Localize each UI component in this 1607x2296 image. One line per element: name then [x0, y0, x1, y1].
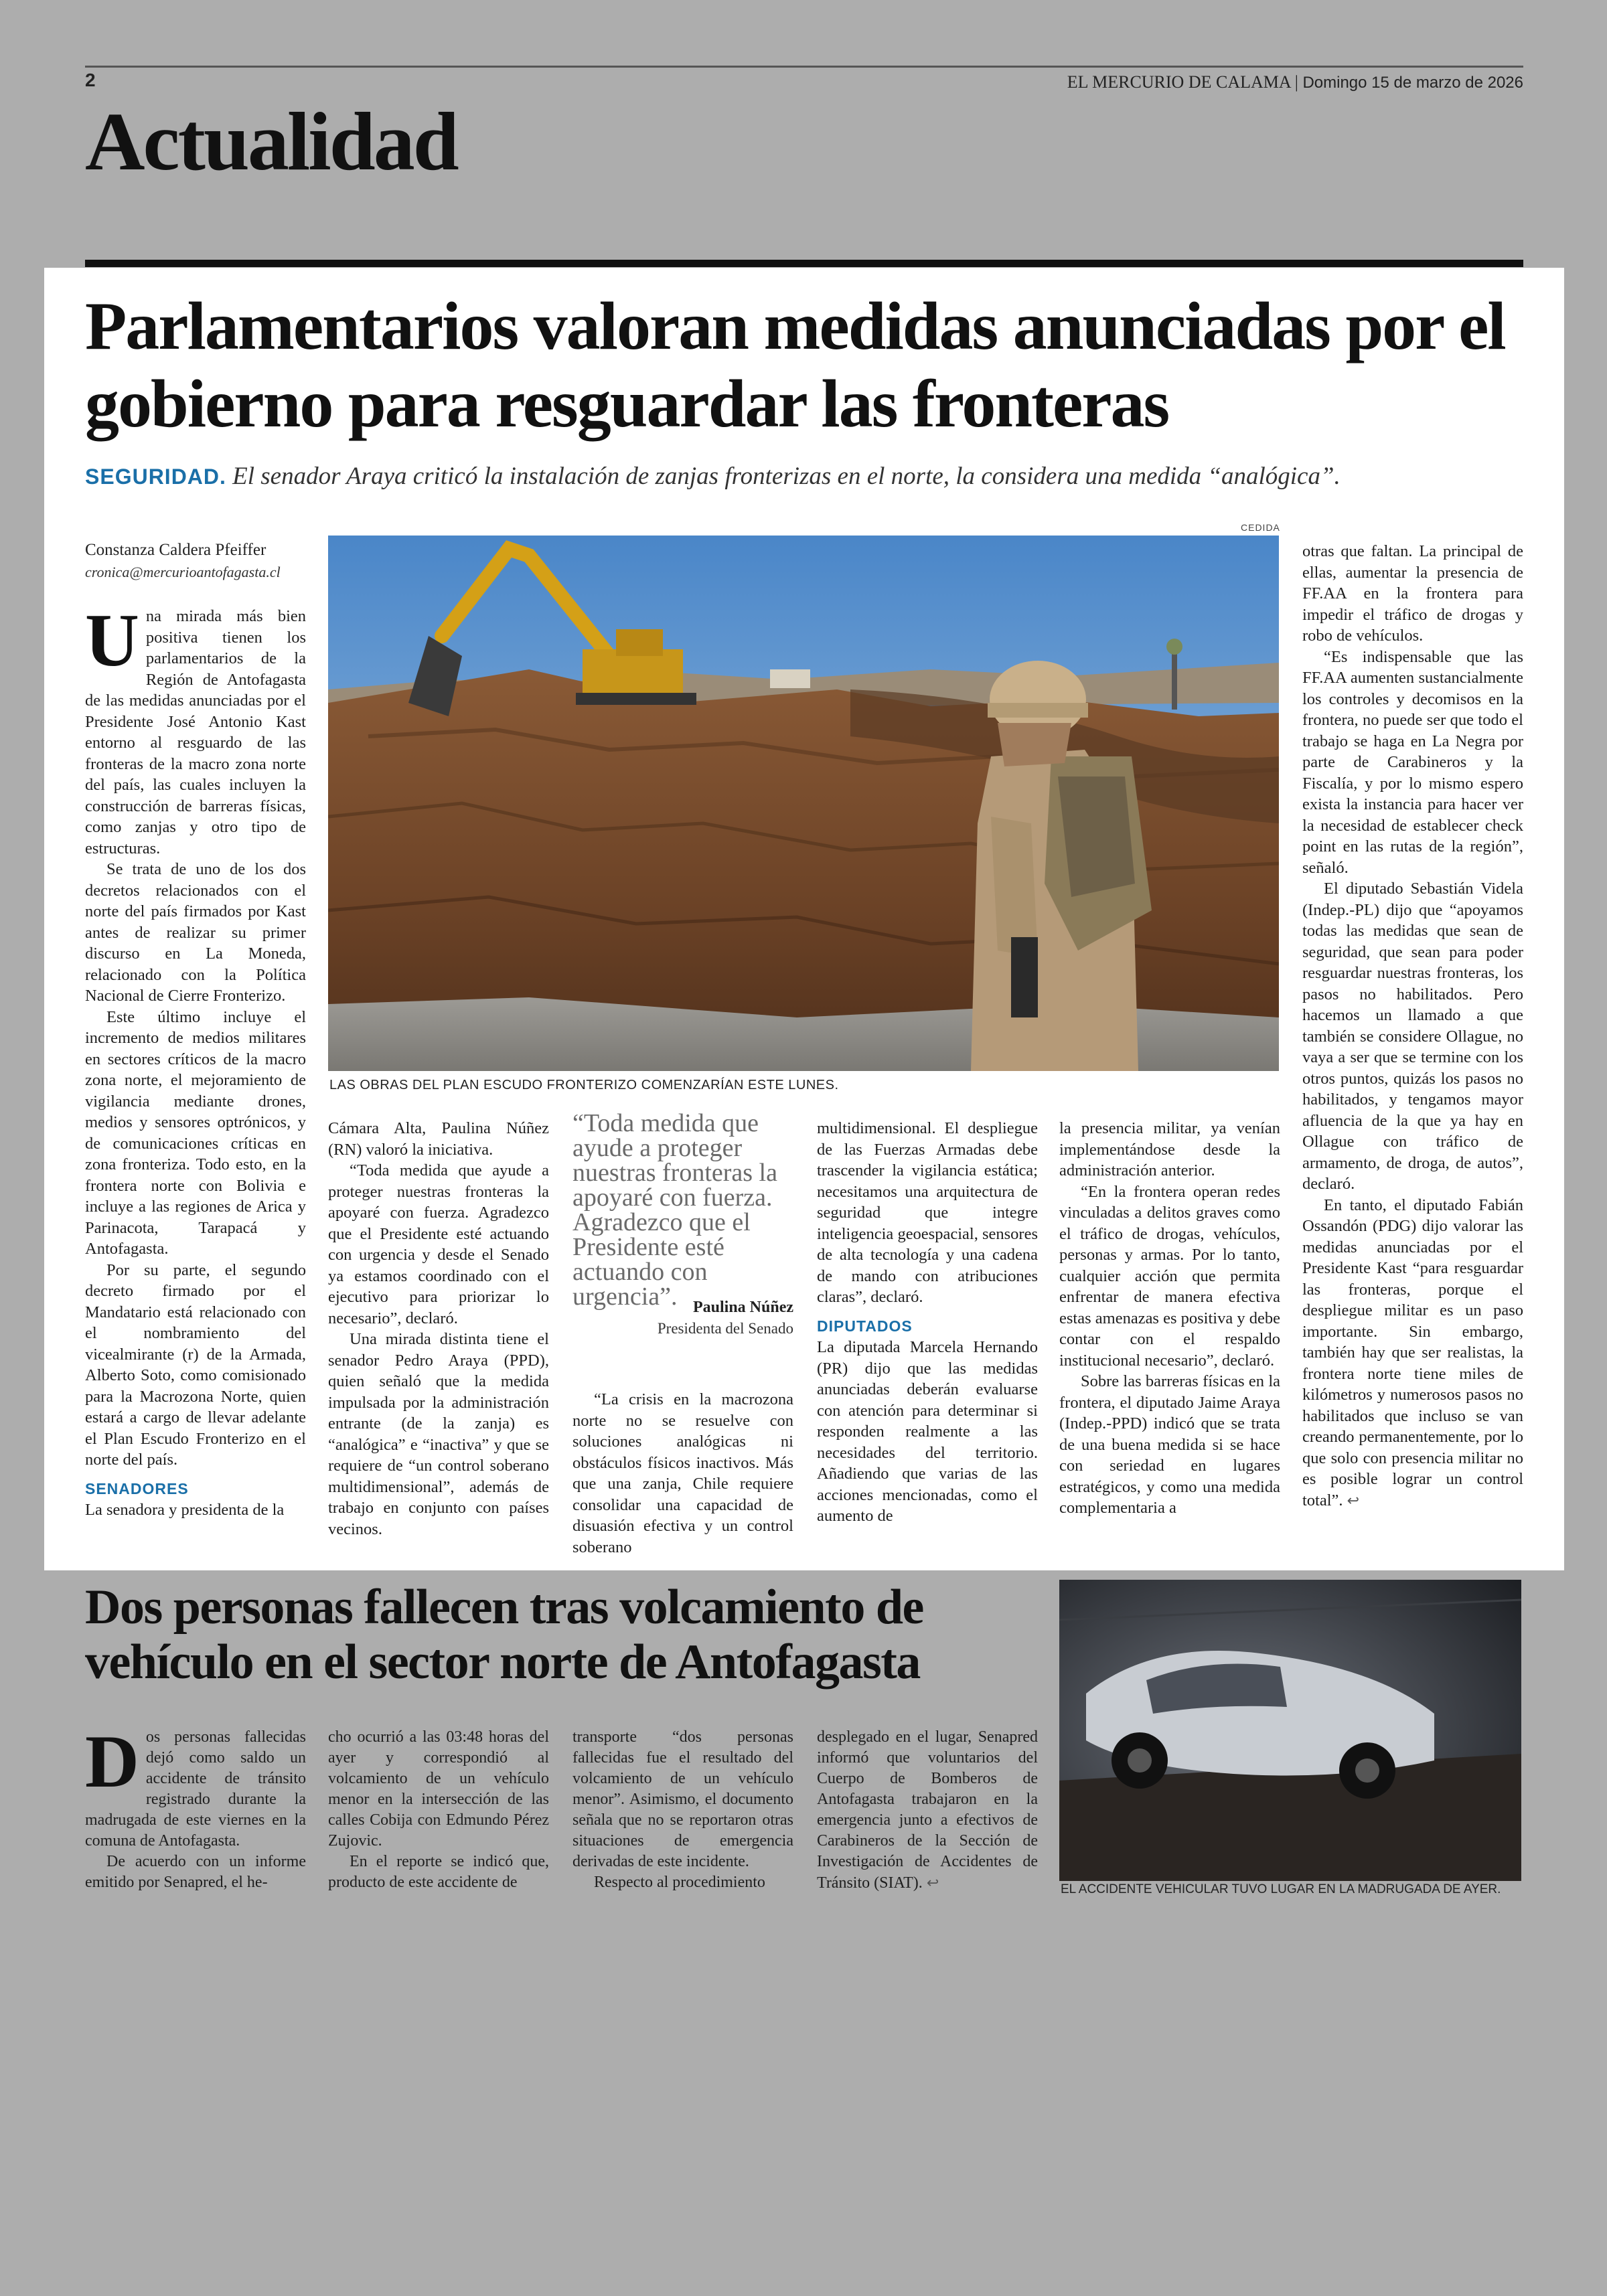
photo-credit: CEDIDA [1241, 522, 1280, 533]
paragraph: otras que faltan. La principal de ellas, aumentar la presencia de FF.AA en la frontera para impedir el tráfico de drogas y robo de vehículos. [1302, 542, 1523, 645]
paragraph: multidimensional. El despliegue de las Fuerzas Armadas debe trascender la vigilancia estática; necesitamos una arquitectura de seguridad que integre inteligencia geoespacial, sensores de alta tecnología y una cadena de mando con atribuciones claras”, declaró. [817, 1119, 1038, 1306]
border-trench-illustration [328, 536, 1279, 1071]
section-rule [85, 260, 1523, 267]
article2-column-4 [817, 1727, 1038, 1894]
article2-column-2 [328, 1727, 549, 1893]
column-6 [1302, 541, 1523, 1511]
newspaper-name: EL MERCURIO DE CALAMA [1067, 72, 1291, 92]
paragraph: De acuerdo con un informe emitido por Senapred, el he- [85, 1853, 306, 1891]
paragraph: cho ocurrió a las 03:48 horas del ayer y correspondió al volcamiento de un vehículo menor en la intersección de las calles Cobija con Edmundo Pérez Zujovic. [328, 1728, 549, 1850]
column-1 [85, 599, 306, 1521]
end-mark-icon: ↩ [1343, 1491, 1360, 1509]
column-4 [817, 1118, 1038, 1527]
paragraph [817, 1727, 1038, 1894]
article2-headline: Dos personas fallecen tras volcamiento de vehículo en el sector norte de Antofagasta [85, 1580, 923, 1690]
paragraph: Este último incluye el incremento de medios militares en sectores críticos de la macro zona norte, el mejoramiento de vigilancia mediante drones, medios y sensores optrónicos, y de comunicaciones críticas en zona fronteriza. Todo esto, en la frontera norte con Bolivia e incluye a las regiones de Arica y Parinacota, Tarapacá y Antofagasta. [85, 1007, 306, 1258]
paragraph [1302, 1195, 1523, 1511]
paragraph: La senadora y presidenta de la [85, 1501, 285, 1519]
paragraph: En el reporte se indicó que, producto de este accidente de [328, 1853, 549, 1891]
paragraph: la presencia militar, ya venían implementándose desde la administración anterior. [1059, 1119, 1280, 1179]
page-number: 2 [85, 70, 96, 90]
end-mark-icon: ↩ [922, 1874, 939, 1891]
publication-date: Domingo 15 de marzo de 2026 [1302, 74, 1523, 92]
column-2 [328, 1118, 549, 1540]
paragraph: Una mirada distinta tiene el senador Pedro Araya (PPD), quien señaló que la medida impulsada por la administración entrante (de la zanja) es “analógica” e “inactiva” y que se requiere de “un control soberano multidimensional”, además de trabajo en conjunto con países vecinos. [328, 1330, 549, 1538]
top-rule [85, 66, 1523, 68]
pull-quote-role: Presidenta del Senado [657, 1320, 793, 1337]
paragraph: Se trata de uno de los dos decretos relacionados con el norte del país firmados por Kast antes de realizar su primer discurso en La Moneda, relacionado con la Política Nacional de Cierre Fronterizo. [85, 860, 306, 1005]
paragraph: El diputado Sebastián Videla (Indep.-PL) dijo que “apoyamos todas las medidas que sean de seguridad, que sean para poder resguardar nuestras fronteras, los pasos no habilitados. Pero hacemos un llamado a que también se considere Ollague, no vaya a ser que se termine con los otros puntos, quizás los pasos no habilitados, y tengamos mayor afluencia de la que ya hay en Ollague con tráfico de armamento, de droga, de autos”, declaró. [1302, 880, 1523, 1193]
paragraph: os personas fallecidas dejó como saldo un accidente de tránsito registrado durante la madrugada de este viernes en la comuna de Antofagasta. [85, 1728, 306, 1850]
article2-column-3 [572, 1727, 793, 1893]
dropcap: D [85, 1720, 139, 1803]
author-email: cronica@mercurioantofagasta.cl [85, 564, 281, 580]
paragraph: “Toda medida que ayude a proteger nuestras fronteras la apoyaré con fuerza. Agradezco que el Presidente esté actuando con urgencia y desde el Senado ya estamos coordinado con el ejecutivo para priorizar lo necesario”, declaró. [328, 1161, 549, 1327]
paragraph: Sobre las barreras físicas en la frontera, el diputado Jaime Araya (Indep.-PPD) indicó que se trata de una buena medida si se hace con seriedad en lugares estratégicos, y como una medida complementaria a [1059, 1372, 1280, 1517]
subhead-text: El senador Araya criticó la instalación de zanjas fronterizas en el norte, la considera una medida “analógica”. [226, 463, 1341, 490]
paragraph: “En la frontera operan redes vinculadas a delitos graves como el tráfico de drogas, vehículos, personas y armas. Por lo tanto, cualquier acción que permita enfrentar de manera efectiva estas amenazas es positiva y debe contar con el respaldo institucional necesario”, declaró. [1059, 1182, 1280, 1370]
pull-quote: “Toda medida que ayude a proteger nuestras fronteras la apoyaré con fuerza. Agradezco que el Presidente esté actuando con urgencia”. [572, 1109, 777, 1311]
paragraph: Respecto al procedimiento [594, 1874, 765, 1891]
paragraph: “La crisis en la macrozona norte no se resuelve con soluciones analógicas ni obstáculos físicos inactivos. Más que una zanja, Chile requiere consolidar una capacidad de disuasión efectiva y un control soberano [572, 1390, 793, 1556]
masthead [1067, 72, 1523, 92]
paragraph-text: desplegado en el lugar, Senapred informó que voluntarios del Cuerpo de Bomberos de Antofagasta trabajaron en la emergencia junto a efectivos de Carabineros de la Sección de Investigación de Accidentes de Tránsito (SIAT). [817, 1728, 1038, 1892]
column-5 [1059, 1118, 1280, 1519]
paragraph: Cámara Alta, Paulina Núñez (RN) valoró la iniciativa. [328, 1119, 549, 1159]
article-subhead [85, 462, 1525, 491]
paragraph: La diputada Marcela Hernando (PR) dijo que las medidas anunciadas deberán evaluarse con atención para determinar si responden realmente a las necesidades del territorio. Añadiendo que varias de las acciones mencionadas, como el aumento de [817, 1338, 1038, 1525]
section-subtitle: DIPUTADOS [817, 1317, 913, 1335]
article2-column-1 [85, 1720, 306, 1893]
photo-caption: LAS OBRAS DEL PLAN ESCUDO FRONTERIZO COMENZARÍAN ESTE LUNES. [329, 1078, 839, 1092]
border-trench-photo [328, 536, 1279, 1071]
section-subtitle: SENADORES [85, 1479, 189, 1497]
section-title: Actualidad [85, 96, 457, 187]
kicker-label: SEGURIDAD. [85, 465, 226, 489]
accident-photo [1059, 1580, 1521, 1881]
article2-photo-caption: EL ACCIDENTE VEHICULAR TUVO LUGAR EN LA MADRUGADA DE AYER. [1061, 1882, 1501, 1896]
overturned-car-illustration [1059, 1580, 1521, 1881]
author-name: Constanza Caldera Pfeiffer [85, 541, 266, 559]
article-headline: Parlamentarios valoran medidas anunciadas por el gobierno para resguardar las fronteras [85, 289, 1505, 442]
paragraph: na mirada más bien positiva tienen los parlamentarios de la Región de Antofagasta de las medidas anunciadas por el Presidente José Antonio Kast entorno al resguardo de las fronteras de la macro zona norte del país, las cuales incluyen la construcción de barreras físicas, como zanjas y otro tipo de estructuras. [85, 607, 306, 857]
paragraph: transporte “dos personas fallecidas fue el resultado del volcamiento de un vehículo menor”. Asimismo, el documento señala que no se reportaron otras situaciones de emergencia derivadas de este incidente. [572, 1728, 793, 1870]
paragraph: “Es indispensable que las FF.AA aumenten sustancialmente los controles y decomisos en la frontera, no puede ser que todo el trabajo se haga en La Negra por parte de Carabineros y la Fiscalía, y por lo mismo espero exista la instancia para hacer ver la necesidad de establecer check point en las rutas de la región”, señaló. [1302, 647, 1523, 877]
pull-quote-name: Paulina Núñez [692, 1299, 793, 1316]
column-3 [572, 1389, 793, 1558]
paragraph-text: En tanto, el diputado Fabián Ossandón (PDG) dijo valorar las medidas anunciadas por el Presidente Kast “para resguardar las fronteras, porque el despliegue militar es un paso importante. Sin embargo, también hay que ser realistas, la frontera norte tiene miles de kilómetros y numerosos pasos no habilitados que incluso se van creando permanentemente, por lo que solo con presencia militar no es posible lograr un control total”. [1302, 1196, 1523, 1509]
paragraph: Por su parte, el segundo decreto firmado por el Mandatario está relacionado con el nombramiento del vicealmirante (r) de la Armada, Alberto Soto, como comisionado para la Macrozona Norte, quien estará a cargo de llevar adelante el Plan Escudo Fronterizo en el norte del país. [85, 1260, 306, 1469]
masthead-separator: | [1290, 72, 1303, 92]
dropcap: U [85, 599, 139, 682]
